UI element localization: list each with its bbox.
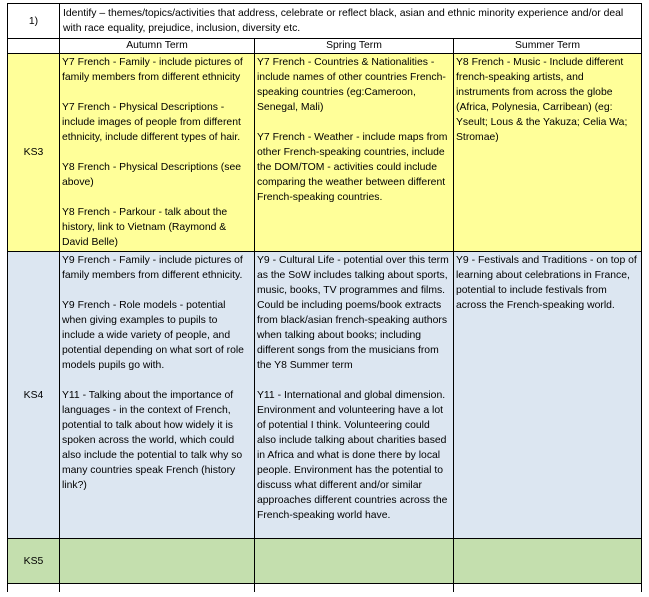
question-text: Identify – themes/topics/activities that address, celebrate or reflect black, asian and ethnic minority experience and/or deal with race equality, prejudice, inclusion, diversity etc.: [60, 4, 642, 39]
ks4-spring-cell: [255, 252, 454, 539]
trailing-row: [8, 584, 642, 593]
header-autumn-term: Autumn Term: [60, 39, 255, 54]
ks3-autumn-entry: Y8 French - Physical Descriptions (see above): [62, 162, 242, 188]
ks5-row: [8, 539, 642, 584]
ks3-autumn-entry: Y7 French - Physical Descriptions - include images of people from different ethnicity, include different types of hair.: [62, 102, 241, 143]
header-empty-cell: [8, 39, 60, 54]
trailing-cell: [60, 584, 255, 593]
ks4-spring-entry: Y11 - International and global dimension. Environment and volunteering have a lot of potential I think. Volunteering could also include talking about charities based in Africa and what is done there by local people. Environment has the potential to discuss what different and/or similar approaches different countries across the French-speaking world have.: [257, 390, 448, 521]
ks3-label: KS3: [8, 54, 60, 252]
ks3-autumn-entry: Y7 French - Family - include pictures of family members from different ethnicity: [62, 57, 243, 83]
ks4-autumn-entry: Y9 French - Role models - potential when giving examples to pupils to include a wide variety of people, and potential depending on what sort of role models pupils go with.: [62, 300, 244, 371]
trailing-cell: [255, 584, 454, 593]
ks5-summer-cell: [454, 539, 642, 584]
ks5-spring-cell: [255, 539, 454, 584]
ks3-autumn-cell: [60, 54, 255, 252]
ks3-summer-entry: Y8 French - Music - Include different french-speaking artists, and instruments from across the globe (Africa, Polynesia, Carribean) (eg: Yseult; Lous & the Yakuza; Celia Wa; Stromae): [456, 57, 628, 143]
ks4-summer-entry: Y9 - Festivals and Traditions - on top of learning about celebrations in France, potential to include festivals from across the French-speaking world.: [456, 255, 637, 311]
ks3-row: [8, 54, 642, 252]
ks3-autumn-entry: Y8 French - Parkour - talk about the history, link to Vietnam (Raymond & David Belle): [62, 207, 228, 248]
themes-table: [7, 3, 642, 592]
term-header-row: [8, 39, 642, 54]
trailing-cell: [8, 584, 60, 593]
ks4-autumn-entry: Y9 French - Family - include pictures of family members from different ethnicity.: [62, 255, 243, 281]
header-spring-term: Spring Term: [255, 39, 454, 54]
ks3-spring-entry: Y7 French - Countries & Nationalities - include names of other countries French-speaking countries (eg:Cameroon, Senegal, Mali): [257, 57, 446, 113]
ks4-summer-cell: [454, 252, 642, 539]
trailing-cell: [454, 584, 642, 593]
ks4-label: KS4: [8, 252, 60, 539]
ks5-autumn-cell: [60, 539, 255, 584]
ks4-autumn-entry: Y11 - Talking about the importance of languages - in the context of French, potential to talk about how widely it is spoken across the world, which could also include the potential to talk why so many countries speak French (history link?): [62, 390, 243, 491]
ks4-spring-entry: Y9 - Cultural Life - potential over this term as the SoW includes talking about sports, music, books, TV programmes and films. Could be including poems/book extracts from black/asian french-speaking authors when talking about books; including different songs from the musicians from the Y8 Summer term: [257, 255, 449, 371]
ks5-label: KS5: [8, 539, 60, 584]
ks3-spring-entry: Y7 French - Weather - include maps from other French-speaking countries, include the DOM/TOM - activities could include comparing the weather between different French-speaking countries.: [257, 132, 448, 203]
question-row: [8, 4, 642, 39]
ks4-row: [8, 252, 642, 539]
ks3-summer-cell: [454, 54, 642, 252]
ks3-spring-cell: [255, 54, 454, 252]
question-number: 1): [8, 4, 60, 39]
header-summer-term: Summer Term: [454, 39, 642, 54]
ks4-autumn-cell: [60, 252, 255, 539]
